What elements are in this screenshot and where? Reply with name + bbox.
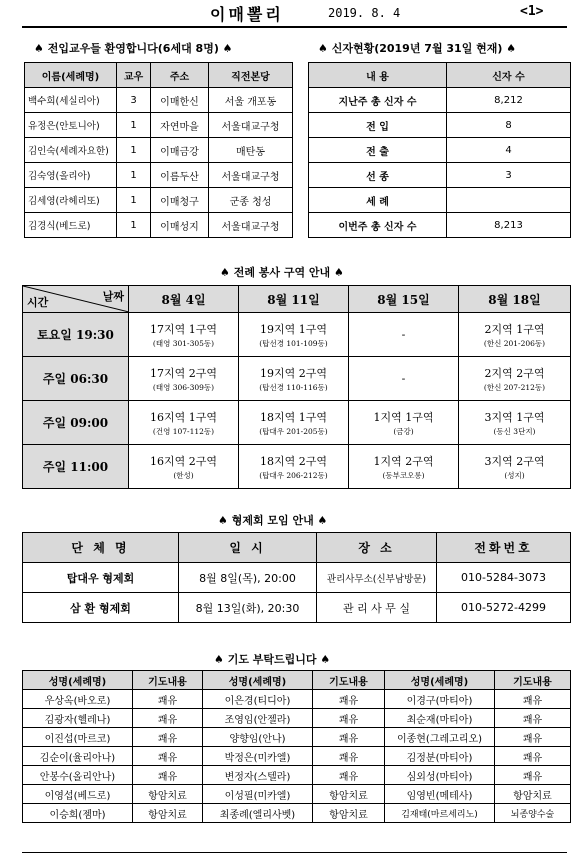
prayer-person: 양향임(안나) (203, 728, 313, 747)
service-cell (349, 445, 459, 489)
prayer-person: 최종례(엘리사벳) (203, 804, 313, 823)
teacher-count: 1 (117, 138, 151, 163)
stat-label: 이번주 총 신자 수 (309, 213, 447, 238)
zone-main: 1지역 2구역 (373, 454, 434, 468)
prayer-person: 김정분(마티아) (385, 747, 495, 766)
zone-sub: (동신 3단지) (493, 426, 536, 436)
stat-value: 4 (447, 138, 571, 163)
meeting-datetime: 8월 13일(화), 20:30 (179, 593, 317, 623)
meeting-place: 관리사무소(신부남방문) (317, 563, 437, 593)
zone-main: 17지역 2구역 (150, 366, 217, 380)
zone-sub: (한신 207-212동) (483, 382, 546, 392)
teacher-name: 김경식(베드로) (25, 213, 117, 238)
teacher-name: 백수희(세실리아) (25, 88, 117, 113)
zone-main: 16지역 2구역 (150, 454, 217, 468)
prayer-title: ♠ 기도 부탁드립니다 ♠ (214, 653, 331, 666)
table-row (23, 563, 571, 593)
service-cell (239, 313, 349, 357)
stat-value: 8,212 (447, 88, 571, 113)
prayer-intention: 쾌유 (495, 709, 571, 728)
service-cell (459, 313, 571, 357)
zone-sub: (태영 301-305동) (152, 338, 215, 348)
table-header-row (23, 533, 571, 563)
teacher-prev-parish: 서울대교구청 (209, 163, 293, 188)
prayer-intention: 쾌유 (313, 766, 385, 785)
teacher-name: 김숙영(올리아) (25, 163, 117, 188)
service-cell (239, 357, 349, 401)
table-row (309, 188, 571, 213)
service-cell (459, 445, 571, 489)
teacher-name: 유정은(안토니아) (25, 113, 117, 138)
meeting-place: 관 리 사 무 실 (317, 593, 437, 623)
zone-main: 2지역 1구역 (484, 322, 545, 336)
service-schedule-table (22, 285, 571, 489)
table-row (23, 785, 571, 804)
table-row (309, 213, 571, 238)
service-cell (459, 401, 571, 445)
zone-sub: (동부코오롱) (382, 470, 425, 480)
teacher-count: 1 (117, 163, 151, 188)
table-row (25, 113, 293, 138)
column-header: 단 체 명 (23, 533, 179, 563)
table-header-row (309, 63, 571, 88)
stat-label: 전 입 (309, 113, 447, 138)
zone-sub: (성지) (504, 470, 525, 480)
table-row (25, 188, 293, 213)
service-cell (129, 357, 239, 401)
prayer-intention: 항암치료 (313, 804, 385, 823)
prayer-person: 김재태(마르세리노) (385, 804, 495, 823)
table-row (23, 804, 571, 823)
column-header: 일 시 (179, 533, 317, 563)
teacher-name: 김인숙(세례자요한) (25, 138, 117, 163)
service-cell (349, 357, 459, 401)
column-header: 신자 수 (447, 63, 571, 88)
teacher-name: 김세영(라헤리또) (25, 188, 117, 213)
table-row (25, 88, 293, 113)
teacher-address: 자연마을 (151, 113, 209, 138)
top-divider (22, 26, 567, 28)
table-row (25, 213, 293, 238)
prayer-intention: 뇌종양수술 (495, 804, 571, 823)
brotherhood-table (22, 532, 571, 623)
service-date: 8월 15일 (349, 286, 459, 313)
column-header: 성명(세례명) (385, 671, 495, 690)
prayer-person: 조영임(안젤라) (203, 709, 313, 728)
teacher-prev-parish: 서울대교구청 (209, 113, 293, 138)
prayer-person: 임영빈(메테사) (385, 785, 495, 804)
prayer-intention: 쾌유 (133, 709, 203, 728)
service-date: 8월 11일 (239, 286, 349, 313)
prayer-table (22, 670, 571, 823)
service-time: 주일 09:00 (23, 401, 129, 445)
service-date: 8월 18일 (459, 286, 571, 313)
table-row (23, 690, 571, 709)
stat-label: 지난주 총 신자 수 (309, 88, 447, 113)
teacher-prev-parish: 군종 청성 (209, 188, 293, 213)
meeting-datetime: 8월 8일(목), 20:00 (179, 563, 317, 593)
column-header: 직전본당 (209, 63, 293, 88)
prayer-person: 최순재(마티아) (385, 709, 495, 728)
prayer-intention: 쾌유 (495, 690, 571, 709)
phone-number: 010-5272-4299 (437, 593, 571, 623)
zone-main: 18지역 1구역 (260, 410, 327, 424)
column-header: 기도내용 (313, 671, 385, 690)
prayer-intention: 쾌유 (495, 728, 571, 747)
stat-value: 8 (447, 113, 571, 138)
prayer-intention: 쾌유 (133, 766, 203, 785)
prayer-person: 우상옥(바오로) (23, 690, 133, 709)
prayer-person: 안봉수(올리안나) (23, 766, 133, 785)
prayer-intention: 항암치료 (133, 785, 203, 804)
teacher-count: 3 (117, 88, 151, 113)
table-row (309, 113, 571, 138)
bulletin-title: 이매뽈리 (210, 5, 284, 24)
zone-sub: (탑선경 110-116동) (259, 382, 328, 392)
column-header: 주소 (151, 63, 209, 88)
stat-value: 8,213 (447, 213, 571, 238)
zone-sub: (한신 201-206동) (483, 338, 546, 348)
prayer-intention: 항암치료 (495, 785, 571, 804)
group-name: 탑대우 형제회 (23, 563, 179, 593)
service-cell (129, 313, 239, 357)
column-header: 성명(세례명) (203, 671, 313, 690)
zone-sub: (건영 107-112동) (152, 426, 215, 436)
column-header: 전화번호 (437, 533, 571, 563)
new-teachers-table (24, 62, 293, 238)
column-header: 기도내용 (133, 671, 203, 690)
prayer-intention: 쾌유 (133, 690, 203, 709)
prayer-intention: 쾌유 (313, 709, 385, 728)
stat-label: 선 종 (309, 163, 447, 188)
column-header: 내 용 (309, 63, 447, 88)
prayer-intention: 쾌유 (133, 747, 203, 766)
prayer-intention: 쾌유 (313, 728, 385, 747)
zone-sub: (탑대우 201-205동) (259, 426, 328, 436)
service-cell (459, 357, 571, 401)
service-cell (129, 401, 239, 445)
corner-date-label: 날짜 (102, 290, 124, 303)
teacher-prev-parish: 서울 개포동 (209, 88, 293, 113)
column-header: 교우 (117, 63, 151, 88)
column-header: 기도내용 (495, 671, 571, 690)
zone-main: 3지역 2구역 (484, 454, 545, 468)
teacher-prev-parish: 매탄동 (209, 138, 293, 163)
table-header-row (23, 671, 571, 690)
prayer-person: 이영섭(베드로) (23, 785, 133, 804)
zone-main: 18지역 2구역 (260, 454, 327, 468)
prayer-intention: 쾌유 (495, 766, 571, 785)
prayer-person: 이종현(그레고리오) (385, 728, 495, 747)
table-row (23, 445, 571, 489)
teacher-count: 1 (117, 113, 151, 138)
table-row (23, 709, 571, 728)
prayer-intention: 쾌유 (313, 690, 385, 709)
service-cell (349, 313, 459, 357)
teacher-prev-parish: 서울대교구청 (209, 213, 293, 238)
stat-label: 세 례 (309, 188, 447, 213)
zone-main: 3지역 1구역 (484, 410, 545, 424)
service-time: 주일 06:30 (23, 357, 129, 401)
teacher-address: 이매한신 (151, 88, 209, 113)
table-row (309, 138, 571, 163)
stat-label: 전 출 (309, 138, 447, 163)
teacher-count: 1 (117, 213, 151, 238)
service-cell (239, 401, 349, 445)
table-row (309, 163, 571, 188)
stat-value: 3 (447, 163, 571, 188)
phone-number: 010-5284-3073 (437, 563, 571, 593)
believers-title: ♠ 신자현황(2019년 7월 31일 현재) ♠ (318, 42, 517, 55)
zone-main: 2지역 2구역 (484, 366, 545, 380)
stat-value (447, 188, 571, 213)
page-number: <1> (520, 4, 544, 19)
table-row (23, 357, 571, 401)
prayer-person: 김순이(율리아나) (23, 747, 133, 766)
table-row (23, 747, 571, 766)
new-teachers-title: ♠ 전입교우들 환영합니다(6세대 8명) ♠ (34, 42, 233, 55)
table-row (309, 88, 571, 113)
brotherhood-title: ♠ 형제회 모임 안내 ♠ (218, 514, 328, 527)
prayer-person: 박정은(미카엘) (203, 747, 313, 766)
table-row (23, 313, 571, 357)
bottom-divider (22, 852, 567, 853)
prayer-intention: 쾌유 (313, 747, 385, 766)
service-date: 8월 4일 (129, 286, 239, 313)
zone-sub: (금강) (393, 426, 414, 436)
zone-main: 16지역 1구역 (150, 410, 217, 424)
believers-table (308, 62, 571, 238)
prayer-person: 이경구(마티아) (385, 690, 495, 709)
group-name: 삼 환 형제회 (23, 593, 179, 623)
column-header: 성명(세례명) (23, 671, 133, 690)
prayer-person: 이진섭(마르코) (23, 728, 133, 747)
zone-main: 19지역 1구역 (260, 322, 327, 336)
zone-sub: (탑선경 101-109동) (259, 338, 328, 348)
table-row (23, 766, 571, 785)
prayer-person: 변정자(스텔라) (203, 766, 313, 785)
table-row (23, 728, 571, 747)
zone-main: - (401, 371, 406, 385)
teacher-address: 이매청구 (151, 188, 209, 213)
service-cell (129, 445, 239, 489)
prayer-intention: 쾌유 (495, 747, 571, 766)
service-title: ♠ 전례 봉사 구역 안내 ♠ (220, 266, 344, 279)
service-cell (349, 401, 459, 445)
zone-main: 1지역 1구역 (373, 410, 434, 424)
prayer-person: 이승희(젬마) (23, 804, 133, 823)
teacher-address: 이매금강 (151, 138, 209, 163)
zone-main: - (401, 327, 406, 341)
table-row (25, 138, 293, 163)
column-header: 장 소 (317, 533, 437, 563)
table-header-row (23, 286, 571, 313)
table-row (25, 163, 293, 188)
teacher-count: 1 (117, 188, 151, 213)
zone-sub: (태영 306-309동) (152, 382, 215, 392)
teacher-address: 이매성지 (151, 213, 209, 238)
service-cell (239, 445, 349, 489)
prayer-person: 이성필(미카엘) (203, 785, 313, 804)
table-row (23, 593, 571, 623)
prayer-person: 김광자(헬레나) (23, 709, 133, 728)
zone-main: 19지역 2구역 (260, 366, 327, 380)
zone-sub: (한성) (173, 470, 194, 480)
table-header-row (25, 63, 293, 88)
table-row (23, 401, 571, 445)
prayer-intention: 항암치료 (133, 804, 203, 823)
zone-main: 17지역 1구역 (150, 322, 217, 336)
time-date-corner (23, 286, 129, 313)
service-time: 토요일 19:30 (23, 313, 129, 357)
prayer-person: 이은경(티디아) (203, 690, 313, 709)
corner-time-label: 시간 (27, 296, 49, 309)
prayer-intention: 항암치료 (313, 785, 385, 804)
column-header: 이름(세례명) (25, 63, 117, 88)
prayer-person: 심외성(마티아) (385, 766, 495, 785)
prayer-intention: 쾌유 (133, 728, 203, 747)
bulletin-date: 2019. 8. 4 (328, 6, 401, 20)
service-time: 주일 11:00 (23, 445, 129, 489)
zone-sub: (탑대우 206-212동) (259, 470, 328, 480)
teacher-address: 이름두산 (151, 163, 209, 188)
